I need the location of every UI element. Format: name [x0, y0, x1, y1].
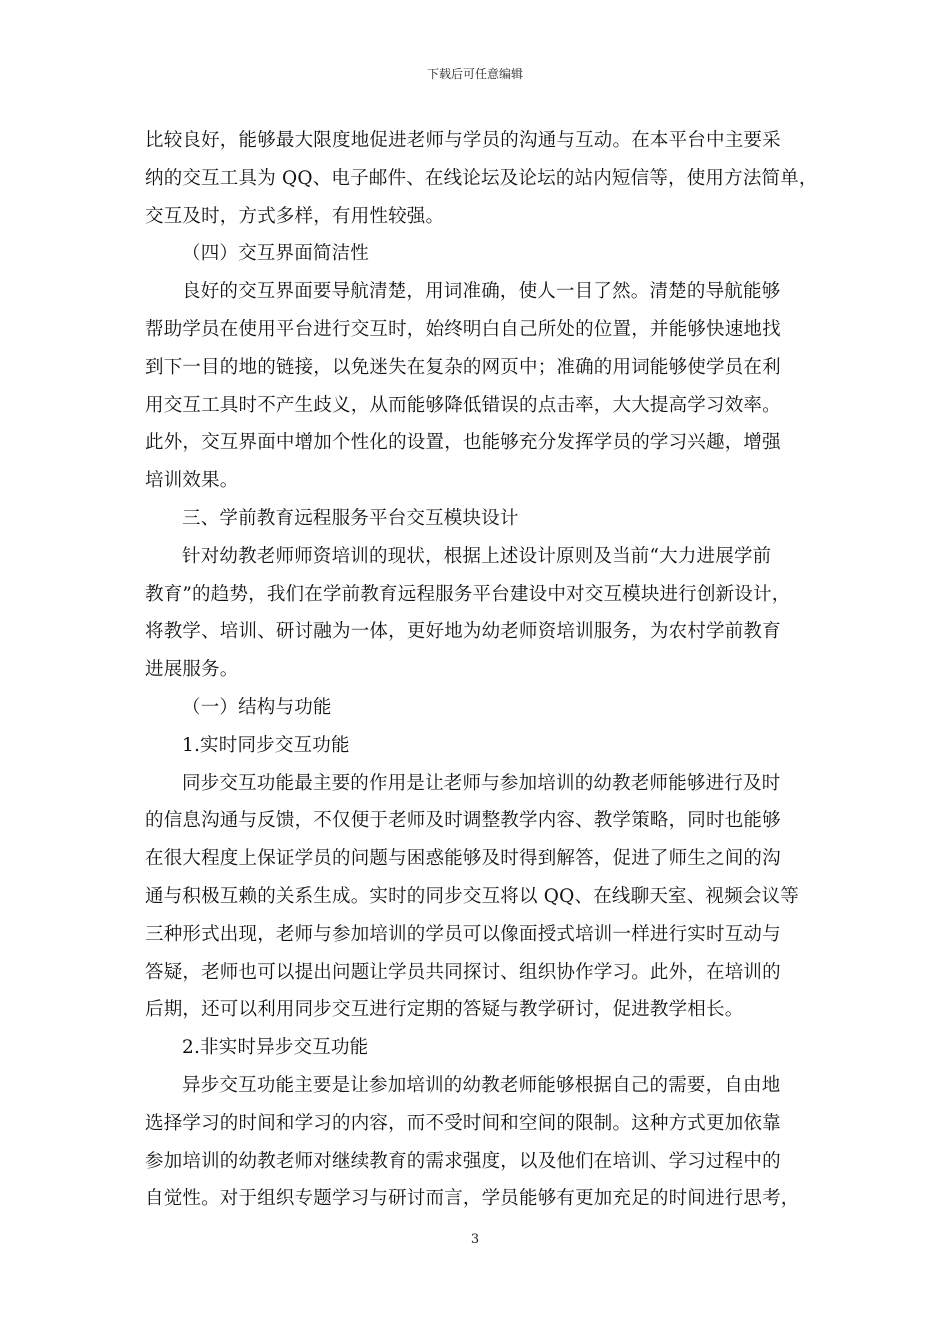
body-line: 后期，还可以利用同步交互进行定期的答疑与教学研讨，促进教学相长。 — [145, 999, 744, 1021]
body-line: 自觉性。对于组织专题学习与研讨而言，学员能够有更加充足的时间进行思考， — [145, 1188, 800, 1210]
body-line: 良好的交互界面要导航清楚，用词准确，使人一目了然。清楚的导航能够 — [182, 281, 781, 303]
section-heading: （四）交互界面简洁性 — [182, 243, 370, 265]
body-line: 到下一目的地的链接，以免迷失在复杂的网页中；准确的用词能够使学员在利 — [145, 356, 781, 378]
body-line: 此外，交互界面中增加个性化的设置，也能够充分发挥学员的学习兴趣，增强 — [145, 432, 781, 454]
body-line: 的信息沟通与反馈，不仅便于老师及时调整教学内容、教学策略，同时也能够 — [145, 810, 781, 832]
body-line: 用交互工具时不产生歧义，从而能够降低错误的点击率，大大提高学习效率。 — [145, 394, 781, 416]
body-line: 比较良好，能够最大限度地促进老师与学员的沟通与互动。在本平台中主要采 — [145, 130, 781, 151]
body-line: 同步交互功能最主要的作用是让老师与参加培训的幼教老师能够进行及时 — [182, 772, 781, 794]
subsection-heading: 2.非实时异步交互功能 — [182, 1037, 369, 1059]
body-line: 选择学习的时间和学习的内容，而不受时间和空间的限制。这种方式更加依靠 — [145, 1112, 781, 1134]
subsection-heading: 1.实时同步交互功能 — [182, 734, 350, 756]
body-line: 将教学、培训、研讨融为一体，更好地为幼老师资培训服务，为农村学前教育 — [145, 621, 781, 643]
body-line: 在很大程度上保证学员的问题与困惑能够及时得到解答，促进了师生之间的沟 — [145, 848, 781, 870]
body-line: 异步交互功能主要是让参加培训的幼教老师能够根据自己的需要，自由地 — [182, 1074, 781, 1096]
body-line: 交互及时，方式多样，有用性较强。 — [145, 205, 445, 227]
body-line: 三种形式出现，老师与参加培训的学员可以像面授式培训一样进行实时互动与 — [145, 923, 781, 945]
body-line: 针对幼教老师师资培训的现状，根据上述设计原则及当前“大力进展学前 — [182, 545, 772, 567]
body-line: 培训效果。 — [145, 470, 239, 492]
section-heading: （一）结构与功能 — [182, 696, 332, 718]
page-number: 3 — [470, 1232, 480, 1247]
document-body — [145, 122, 818, 1218]
body-line: 答疑，老师也可以提出问题让学员共同探讨、组织协作学习。此外，在培训的 — [145, 961, 781, 983]
body-line: 纳的交互工具为 QQ、电子邮件、在线论坛及论坛的站内短信等，使用方法简单， — [145, 167, 818, 189]
body-line: 教育”的趋势，我们在学前教育远程服务平台建设中对交互模块进行创新设计， — [145, 583, 791, 605]
section-heading: 三、学前教育远程服务平台交互模块设计 — [182, 507, 519, 529]
page-header: 下载后可任意编辑 — [426, 67, 523, 81]
body-line: 帮助学员在使用平台进行交互时，始终明白自己所处的位置，并能够快速地找 — [145, 318, 781, 340]
body-line: 通与积极互赖的关系生成。实时的同步交互将以 QQ、在线聊天室、视频会议等 — [145, 885, 799, 907]
body-line: 进展服务。 — [145, 659, 239, 681]
body-line: 参加培训的幼教老师对继续教育的需求强度，以及他们在培训、学习过程中的 — [145, 1150, 781, 1172]
